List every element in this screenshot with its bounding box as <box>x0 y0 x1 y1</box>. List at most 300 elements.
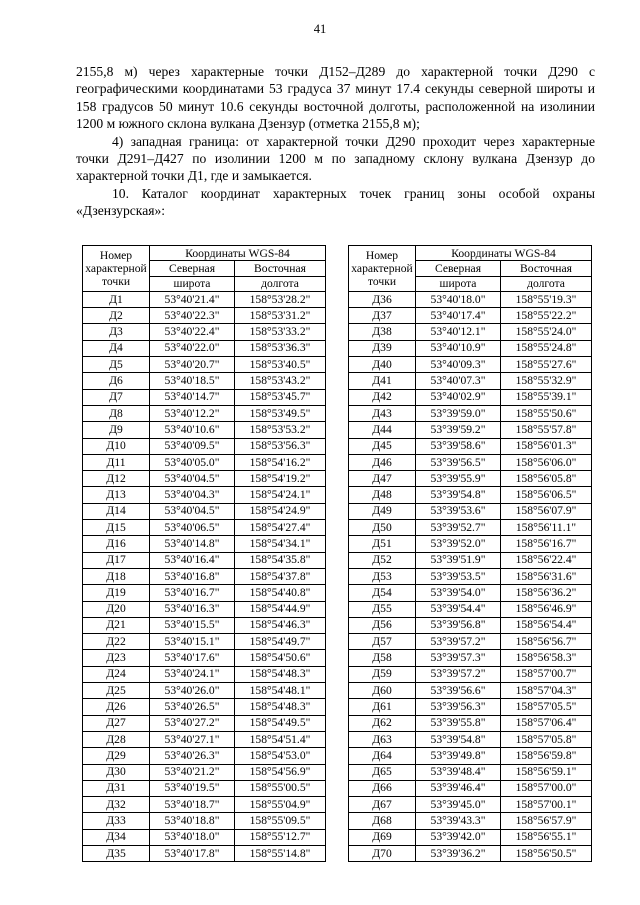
table-row <box>349 780 592 796</box>
latitude-cell: 53°39'36.2" <box>416 845 501 861</box>
table-row <box>83 585 326 601</box>
longitude-cell: 158°53'45.7" <box>235 389 326 405</box>
point-number-cell: Д42 <box>349 389 416 405</box>
table-row <box>83 340 326 356</box>
point-number-cell: Д8 <box>83 405 150 421</box>
header-point-number <box>83 246 150 292</box>
longitude-cell: 158°54'24.9" <box>235 503 326 519</box>
point-number-cell: Д38 <box>349 324 416 340</box>
longitude-cell: 158°54'44.9" <box>235 601 326 617</box>
table-row <box>349 829 592 845</box>
point-number-cell: Д57 <box>349 634 416 650</box>
longitude-cell: 158°56'56.7" <box>501 634 592 650</box>
latitude-cell: 53°39'56.3" <box>416 699 501 715</box>
coordinates-table-left <box>82 245 326 862</box>
longitude-cell: 158°55'24.0" <box>501 324 592 340</box>
table-row <box>349 585 592 601</box>
point-number-cell: Д66 <box>349 780 416 796</box>
point-number-cell: Д46 <box>349 454 416 470</box>
longitude-cell: 158°54'19.2" <box>235 471 326 487</box>
table-row <box>83 715 326 731</box>
longitude-cell: 158°53'43.2" <box>235 373 326 389</box>
table-row <box>349 454 592 470</box>
latitude-cell: 53°39'54.8" <box>416 487 501 503</box>
longitude-cell: 158°57'04.3" <box>501 683 592 699</box>
latitude-cell: 53°40'26.3" <box>150 748 235 764</box>
latitude-cell: 53°39'56.6" <box>416 683 501 699</box>
latitude-cell: 53°39'52.0" <box>416 536 501 552</box>
latitude-cell: 53°40'26.0" <box>150 683 235 699</box>
point-number-cell: Д32 <box>83 797 150 813</box>
longitude-cell: 158°53'31.2" <box>235 308 326 324</box>
longitude-cell: 158°56'01.3" <box>501 438 592 454</box>
longitude-cell: 158°55'57.8" <box>501 422 592 438</box>
longitude-cell: 158°53'28.2" <box>235 291 326 307</box>
header-coordinates: Координаты WGS-84 <box>150 246 326 261</box>
latitude-cell: 53°40'07.3" <box>416 373 501 389</box>
point-number-cell: Д70 <box>349 845 416 861</box>
longitude-cell: 158°56'06.5" <box>501 487 592 503</box>
point-number-cell: Д2 <box>83 308 150 324</box>
latitude-cell: 53°40'09.3" <box>416 357 501 373</box>
table-row <box>83 552 326 568</box>
latitude-cell: 53°39'46.4" <box>416 780 501 796</box>
longitude-cell: 158°55'12.7" <box>235 829 326 845</box>
latitude-cell: 53°40'27.2" <box>150 715 235 731</box>
table-row <box>83 845 326 861</box>
latitude-cell: 53°39'51.9" <box>416 552 501 568</box>
longitude-cell: 158°56'07.9" <box>501 503 592 519</box>
point-number-cell: Д67 <box>349 797 416 813</box>
latitude-cell: 53°39'56.8" <box>416 617 501 633</box>
header-number-line: характерной <box>351 261 413 275</box>
table-row <box>83 308 326 324</box>
table-row <box>83 422 326 438</box>
point-number-cell: Д27 <box>83 715 150 731</box>
longitude-cell: 158°56'11.1" <box>501 520 592 536</box>
longitude-cell: 158°54'51.4" <box>235 731 326 747</box>
latitude-cell: 53°40'06.5" <box>150 520 235 536</box>
table-row <box>83 634 326 650</box>
table-row <box>349 536 592 552</box>
longitude-cell: 158°56'22.4" <box>501 552 592 568</box>
table-row <box>83 617 326 633</box>
longitude-cell: 158°54'16.2" <box>235 454 326 470</box>
latitude-cell: 53°40'04.5" <box>150 503 235 519</box>
latitude-cell: 53°40'04.3" <box>150 487 235 503</box>
longitude-cell: 158°55'39.1" <box>501 389 592 405</box>
longitude-cell: 158°55'32.9" <box>501 373 592 389</box>
table-row <box>83 520 326 536</box>
longitude-cell: 158°54'53.0" <box>235 748 326 764</box>
latitude-cell: 53°39'57.2" <box>416 634 501 650</box>
table-row <box>83 373 326 389</box>
latitude-cell: 53°40'24.1" <box>150 666 235 682</box>
latitude-cell: 53°40'26.5" <box>150 699 235 715</box>
point-number-cell: Д65 <box>349 764 416 780</box>
point-number-cell: Д58 <box>349 650 416 666</box>
point-number-cell: Д16 <box>83 536 150 552</box>
point-number-cell: Д52 <box>349 552 416 568</box>
longitude-cell: 158°54'27.4" <box>235 520 326 536</box>
paragraph-catalog-heading: 10. Каталог координат характерных точек границ зоны особой охраны «Дзензурская»: <box>76 185 595 219</box>
header-east-longitude-sub: долгота <box>235 276 326 291</box>
header-east-longitude: Восточная <box>501 261 592 276</box>
point-number-cell: Д68 <box>349 813 416 829</box>
longitude-cell: 158°56'50.5" <box>501 845 592 861</box>
latitude-cell: 53°40'27.1" <box>150 731 235 747</box>
latitude-cell: 53°40'16.3" <box>150 601 235 617</box>
longitude-cell: 158°53'56.3" <box>235 438 326 454</box>
latitude-cell: 53°39'52.7" <box>416 520 501 536</box>
table-row <box>349 340 592 356</box>
table-row <box>83 291 326 307</box>
table-row <box>83 699 326 715</box>
longitude-cell: 158°54'49.5" <box>235 715 326 731</box>
longitude-cell: 158°54'56.9" <box>235 764 326 780</box>
latitude-cell: 53°40'12.2" <box>150 405 235 421</box>
longitude-cell: 158°57'05.5" <box>501 699 592 715</box>
latitude-cell: 53°40'10.9" <box>416 340 501 356</box>
table-row <box>83 683 326 699</box>
table-row <box>83 389 326 405</box>
longitude-cell: 158°54'35.8" <box>235 552 326 568</box>
point-number-cell: Д21 <box>83 617 150 633</box>
latitude-cell: 53°40'14.8" <box>150 536 235 552</box>
point-number-cell: Д30 <box>83 764 150 780</box>
paragraph-western-border: 4) западная граница: от характерной точки Д290 проходит через характерные точки Д291–Д427 по изолинии 1200 м по западному склону вулкана Дзензур до характерной точки Д1, где и замыкается. <box>76 133 595 184</box>
point-number-cell: Д20 <box>83 601 150 617</box>
header-north-latitude: Северная <box>150 261 235 276</box>
point-number-cell: Д62 <box>349 715 416 731</box>
point-number-cell: Д35 <box>83 845 150 861</box>
longitude-cell: 158°54'46.3" <box>235 617 326 633</box>
table-row <box>349 438 592 454</box>
table-row <box>83 650 326 666</box>
point-number-cell: Д44 <box>349 422 416 438</box>
table-row <box>349 845 592 861</box>
longitude-cell: 158°56'54.4" <box>501 617 592 633</box>
latitude-cell: 53°40'18.0" <box>150 829 235 845</box>
point-number-cell: Д48 <box>349 487 416 503</box>
longitude-cell: 158°56'16.7" <box>501 536 592 552</box>
latitude-cell: 53°39'54.8" <box>416 731 501 747</box>
latitude-cell: 53°40'09.5" <box>150 438 235 454</box>
latitude-cell: 53°39'45.0" <box>416 797 501 813</box>
point-number-cell: Д19 <box>83 585 150 601</box>
table-row <box>349 715 592 731</box>
latitude-cell: 53°39'43.3" <box>416 813 501 829</box>
table-row <box>349 471 592 487</box>
point-number-cell: Д10 <box>83 438 150 454</box>
longitude-cell: 158°57'00.1" <box>501 797 592 813</box>
table-row <box>349 389 592 405</box>
table-row <box>83 568 326 584</box>
longitude-cell: 158°53'53.2" <box>235 422 326 438</box>
latitude-cell: 53°40'20.7" <box>150 357 235 373</box>
latitude-cell: 53°39'59.2" <box>416 422 501 438</box>
longitude-cell: 158°56'58.3" <box>501 650 592 666</box>
header-number-line: точки <box>367 274 397 288</box>
latitude-cell: 53°40'15.5" <box>150 617 235 633</box>
longitude-cell: 158°56'31.6" <box>501 568 592 584</box>
header-number-line: Номер <box>365 248 399 262</box>
point-number-cell: Д14 <box>83 503 150 519</box>
longitude-cell: 158°55'04.9" <box>235 797 326 813</box>
longitude-cell: 158°56'05.8" <box>501 471 592 487</box>
table-row <box>83 813 326 829</box>
table-row <box>349 813 592 829</box>
latitude-cell: 53°40'12.1" <box>416 324 501 340</box>
latitude-cell: 53°39'55.8" <box>416 715 501 731</box>
point-number-cell: Д40 <box>349 357 416 373</box>
table-row <box>349 731 592 747</box>
longitude-cell: 158°56'59.1" <box>501 764 592 780</box>
point-number-cell: Д55 <box>349 601 416 617</box>
point-number-cell: Д60 <box>349 683 416 699</box>
header-north-latitude: Северная <box>416 261 501 276</box>
point-number-cell: Д15 <box>83 520 150 536</box>
table-row <box>349 357 592 373</box>
table-row <box>349 324 592 340</box>
point-number-cell: Д59 <box>349 666 416 682</box>
coordinates-table-right <box>348 245 592 862</box>
table-row <box>83 731 326 747</box>
header-number-line: точки <box>101 274 131 288</box>
header-north-latitude-sub: широта <box>150 276 235 291</box>
point-number-cell: Д33 <box>83 813 150 829</box>
latitude-cell: 53°40'18.7" <box>150 797 235 813</box>
table-row <box>349 291 592 307</box>
point-number-cell: Д7 <box>83 389 150 405</box>
body-text <box>76 63 595 220</box>
latitude-cell: 53°40'22.4" <box>150 324 235 340</box>
longitude-cell: 158°54'40.8" <box>235 585 326 601</box>
longitude-cell: 158°53'49.5" <box>235 405 326 421</box>
longitude-cell: 158°57'00.7" <box>501 666 592 682</box>
point-number-cell: Д45 <box>349 438 416 454</box>
longitude-cell: 158°57'05.8" <box>501 731 592 747</box>
point-number-cell: Д13 <box>83 487 150 503</box>
latitude-cell: 53°40'22.0" <box>150 340 235 356</box>
point-number-cell: Д53 <box>349 568 416 584</box>
table-row <box>349 568 592 584</box>
point-number-cell: Д22 <box>83 634 150 650</box>
point-number-cell: Д1 <box>83 291 150 307</box>
latitude-cell: 53°40'21.2" <box>150 764 235 780</box>
latitude-cell: 53°40'18.8" <box>150 813 235 829</box>
table-row <box>83 503 326 519</box>
latitude-cell: 53°39'55.9" <box>416 471 501 487</box>
longitude-cell: 158°54'48.1" <box>235 683 326 699</box>
longitude-cell: 158°57'06.4" <box>501 715 592 731</box>
point-number-cell: Д23 <box>83 650 150 666</box>
longitude-cell: 158°56'59.8" <box>501 748 592 764</box>
table-row <box>349 683 592 699</box>
longitude-cell: 158°55'14.8" <box>235 845 326 861</box>
latitude-cell: 53°39'53.6" <box>416 503 501 519</box>
table-row <box>349 373 592 389</box>
table-row <box>349 650 592 666</box>
longitude-cell: 158°54'37.8" <box>235 568 326 584</box>
latitude-cell: 53°40'10.6" <box>150 422 235 438</box>
table-row <box>83 405 326 421</box>
longitude-cell: 158°55'19.3" <box>501 291 592 307</box>
header-east-longitude: Восточная <box>235 261 326 276</box>
longitude-cell: 158°57'00.0" <box>501 780 592 796</box>
point-number-cell: Д18 <box>83 568 150 584</box>
point-number-cell: Д51 <box>349 536 416 552</box>
point-number-cell: Д24 <box>83 666 150 682</box>
latitude-cell: 53°40'17.4" <box>416 308 501 324</box>
table-row <box>83 601 326 617</box>
table-row <box>349 520 592 536</box>
latitude-cell: 53°40'17.8" <box>150 845 235 861</box>
table-row <box>349 308 592 324</box>
table-row <box>83 829 326 845</box>
table-row <box>83 536 326 552</box>
longitude-cell: 158°55'09.5" <box>235 813 326 829</box>
latitude-cell: 53°40'19.5" <box>150 780 235 796</box>
point-number-cell: Д47 <box>349 471 416 487</box>
longitude-cell: 158°53'36.3" <box>235 340 326 356</box>
longitude-cell: 158°56'46.9" <box>501 601 592 617</box>
latitude-cell: 53°40'17.6" <box>150 650 235 666</box>
table-row <box>83 471 326 487</box>
longitude-cell: 158°56'55.1" <box>501 829 592 845</box>
table-row <box>83 324 326 340</box>
latitude-cell: 53°40'16.8" <box>150 568 235 584</box>
table-row <box>349 552 592 568</box>
table-row <box>349 764 592 780</box>
header-coordinates: Координаты WGS-84 <box>416 246 592 261</box>
table-row <box>83 748 326 764</box>
longitude-cell: 158°53'33.2" <box>235 324 326 340</box>
latitude-cell: 53°40'05.0" <box>150 454 235 470</box>
latitude-cell: 53°39'48.4" <box>416 764 501 780</box>
point-number-cell: Д29 <box>83 748 150 764</box>
longitude-cell: 158°54'49.7" <box>235 634 326 650</box>
table-row <box>83 487 326 503</box>
table-row <box>349 487 592 503</box>
point-number-cell: Д54 <box>349 585 416 601</box>
header-east-longitude-sub: долгота <box>501 276 592 291</box>
header-north-latitude-sub: широта <box>416 276 501 291</box>
point-number-cell: Д56 <box>349 617 416 633</box>
header-number-line: Номер <box>99 248 133 262</box>
point-number-cell: Д26 <box>83 699 150 715</box>
latitude-cell: 53°40'18.5" <box>150 373 235 389</box>
longitude-cell: 158°54'24.1" <box>235 487 326 503</box>
latitude-cell: 53°39'49.8" <box>416 748 501 764</box>
latitude-cell: 53°40'16.7" <box>150 585 235 601</box>
point-number-cell: Д4 <box>83 340 150 356</box>
table-row <box>83 454 326 470</box>
table-row <box>349 699 592 715</box>
point-number-cell: Д3 <box>83 324 150 340</box>
longitude-cell: 158°54'48.3" <box>235 666 326 682</box>
longitude-cell: 158°53'40.5" <box>235 357 326 373</box>
point-number-cell: Д61 <box>349 699 416 715</box>
longitude-cell: 158°55'24.8" <box>501 340 592 356</box>
latitude-cell: 53°39'56.5" <box>416 454 501 470</box>
latitude-cell: 53°39'58.6" <box>416 438 501 454</box>
longitude-cell: 158°56'36.2" <box>501 585 592 601</box>
latitude-cell: 53°40'04.5" <box>150 471 235 487</box>
point-number-cell: Д41 <box>349 373 416 389</box>
table-row <box>349 405 592 421</box>
point-number-cell: Д17 <box>83 552 150 568</box>
point-number-cell: Д69 <box>349 829 416 845</box>
longitude-cell: 158°54'48.3" <box>235 699 326 715</box>
table-row <box>83 357 326 373</box>
longitude-cell: 158°55'22.2" <box>501 308 592 324</box>
table-row <box>349 666 592 682</box>
point-number-cell: Д36 <box>349 291 416 307</box>
point-number-cell: Д64 <box>349 748 416 764</box>
longitude-cell: 158°55'00.5" <box>235 780 326 796</box>
latitude-cell: 53°40'21.4" <box>150 291 235 307</box>
latitude-cell: 53°40'22.3" <box>150 308 235 324</box>
table-row <box>83 764 326 780</box>
latitude-cell: 53°39'57.2" <box>416 666 501 682</box>
latitude-cell: 53°40'15.1" <box>150 634 235 650</box>
table-row <box>349 601 592 617</box>
longitude-cell: 158°54'50.6" <box>235 650 326 666</box>
table-row <box>349 503 592 519</box>
longitude-cell: 158°56'06.0" <box>501 454 592 470</box>
latitude-cell: 53°40'14.7" <box>150 389 235 405</box>
latitude-cell: 53°39'57.3" <box>416 650 501 666</box>
point-number-cell: Д43 <box>349 405 416 421</box>
latitude-cell: 53°39'59.0" <box>416 405 501 421</box>
point-number-cell: Д34 <box>83 829 150 845</box>
point-number-cell: Д25 <box>83 683 150 699</box>
point-number-cell: Д28 <box>83 731 150 747</box>
point-number-cell: Д50 <box>349 520 416 536</box>
point-number-cell: Д63 <box>349 731 416 747</box>
point-number-cell: Д5 <box>83 357 150 373</box>
table-row <box>349 422 592 438</box>
latitude-cell: 53°39'54.0" <box>416 585 501 601</box>
page-number: 41 <box>313 22 327 36</box>
header-number-line: характерной <box>85 261 147 275</box>
paragraph-continuation: 2155,8 м) через характерные точки Д152–Д289 до характерной точки Д290 с географическими координатами 53 градуса 37 минут 17.4 секунды северной широты и 158 градусов 50 минут 10.6 секунды восточной долготы, расположенной на изолинии 1200 м южного склона вулкана Дзензур (отметка 2155,8 м); <box>76 64 595 132</box>
header-point-number <box>349 246 416 292</box>
table-row <box>349 617 592 633</box>
point-number-cell: Д39 <box>349 340 416 356</box>
latitude-cell: 53°40'16.4" <box>150 552 235 568</box>
longitude-cell: 158°55'27.6" <box>501 357 592 373</box>
longitude-cell: 158°55'50.6" <box>501 405 592 421</box>
point-number-cell: Д6 <box>83 373 150 389</box>
latitude-cell: 53°39'53.5" <box>416 568 501 584</box>
latitude-cell: 53°39'42.0" <box>416 829 501 845</box>
latitude-cell: 53°40'18.0" <box>416 291 501 307</box>
latitude-cell: 53°40'02.9" <box>416 389 501 405</box>
point-number-cell: Д11 <box>83 454 150 470</box>
table-row <box>83 666 326 682</box>
point-number-cell: Д12 <box>83 471 150 487</box>
table-row <box>349 634 592 650</box>
point-number-cell: Д37 <box>349 308 416 324</box>
table-row <box>83 438 326 454</box>
table-row <box>83 797 326 813</box>
point-number-cell: Д49 <box>349 503 416 519</box>
table-row <box>349 748 592 764</box>
table-row <box>349 797 592 813</box>
latitude-cell: 53°39'54.4" <box>416 601 501 617</box>
